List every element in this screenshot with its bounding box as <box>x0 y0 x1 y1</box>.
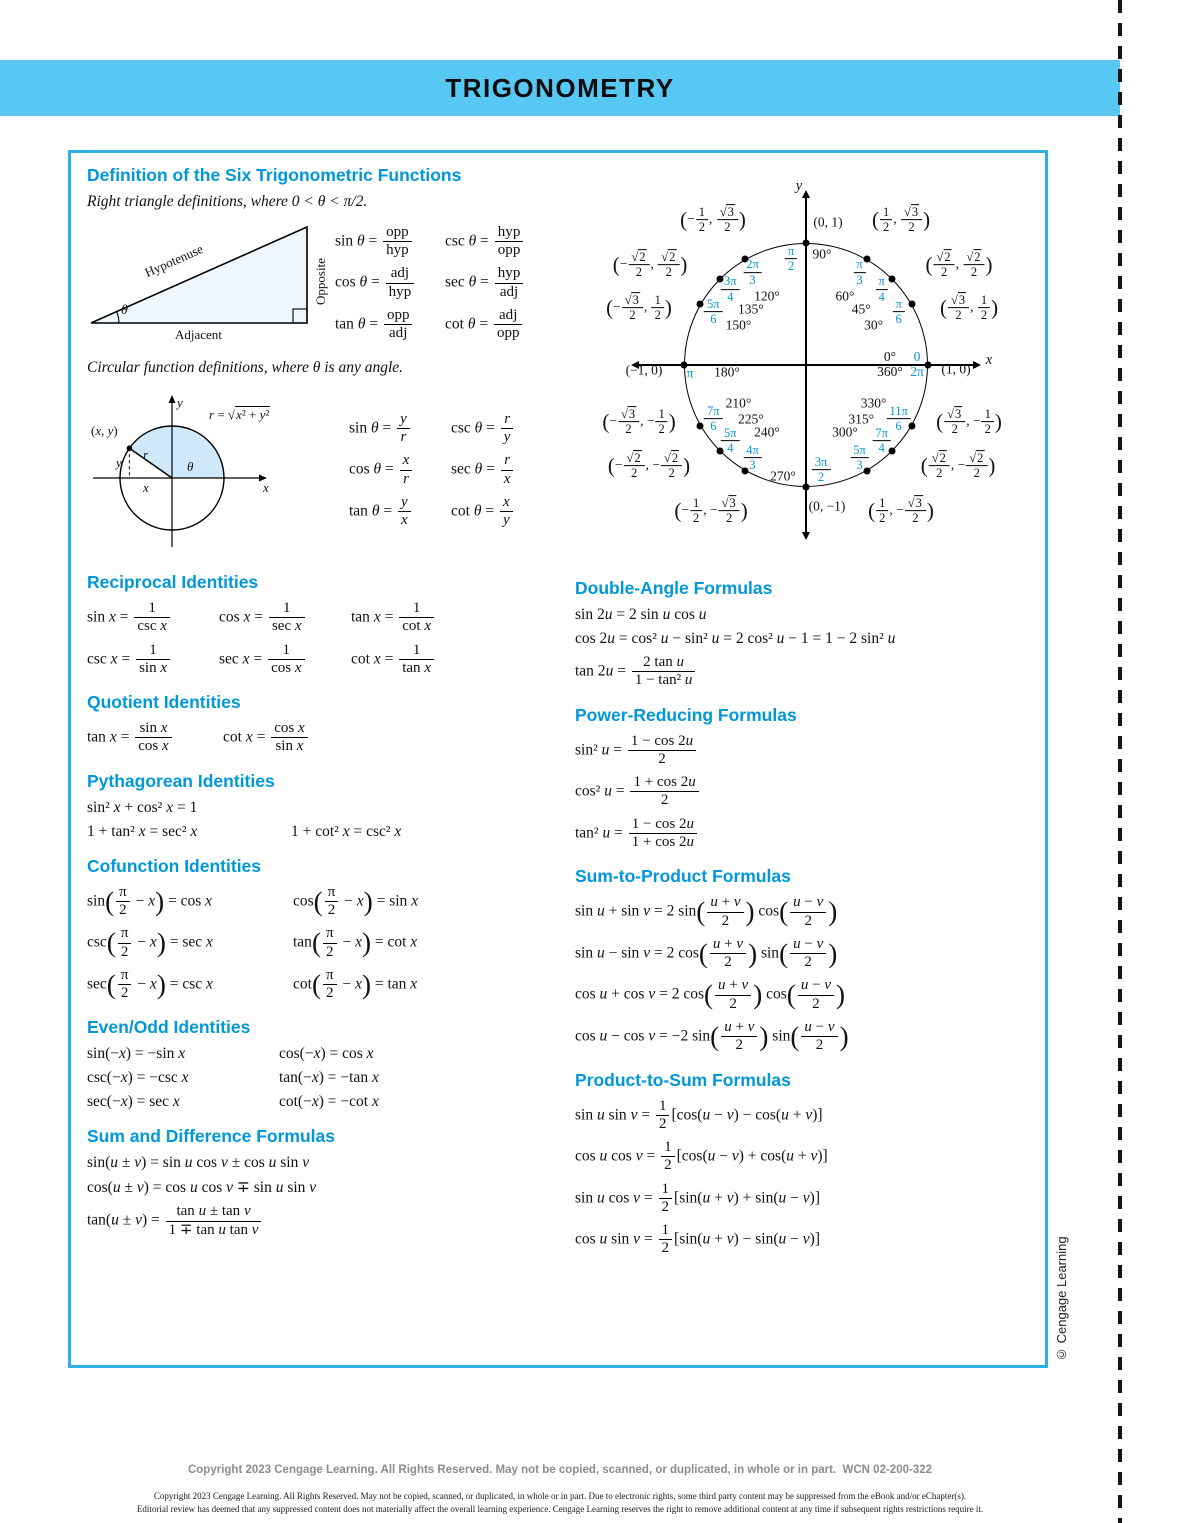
unit-circle-coordinate-label: ( $\frac{√2}{2}$ , − $\frac{√2}{2}$ ) <box>920 451 996 481</box>
unit-circle-radian-label: $\frac{\pi}{2}$ <box>784 244 798 274</box>
formula: cot θ = $\frac{x}{y}$ <box>451 494 547 530</box>
opposite-label: Opposite <box>313 258 328 305</box>
circular-definition-row <box>87 383 555 557</box>
section-title: Reciprocal Identities <box>87 572 259 592</box>
formula: cos u sin v = $\frac{1}{2}$ [sin(u + v) − sin(u − v)] <box>575 1222 820 1257</box>
y-axis-arrow-bottom <box>802 532 810 540</box>
formula: cos(u ± v) = cos u cos v ∓ sin u sin v <box>87 1179 317 1197</box>
section-title: Cofunction Identities <box>87 855 262 876</box>
formula-row <box>349 411 553 447</box>
section-double <box>575 578 1039 690</box>
formula: sin θ = opp hyp <box>335 224 439 260</box>
formula: cot( $\frac{\pi}{2}$ − x) = tan x <box>293 966 418 1002</box>
section-pythagorean <box>87 771 555 841</box>
formula-row <box>575 1139 1039 1175</box>
point-xy-label: (x, y) <box>91 423 118 438</box>
section-title: Pythagorean Identities <box>87 770 275 791</box>
x-axis-label: x <box>263 480 269 495</box>
unit-circle-point-dot <box>925 362 932 369</box>
formula: tan θ = opp adj <box>335 307 439 343</box>
formula: csc(−x) = −csc x <box>87 1069 189 1087</box>
unit-circle-degree-label: 30° <box>864 317 883 333</box>
formula: sin u + sin v = 2 sin( $\frac{u + v}{2}$ ) cos( $\frac{u - v}{2}$ ) <box>575 894 838 929</box>
unit-circle-radian-label: $\frac{7\pi}{4}$ <box>871 426 892 456</box>
section-title: Definition of the Six Trigonometric Functions <box>87 165 462 185</box>
formula-row <box>87 1178 555 1197</box>
formula: tan(−x) = −tan x <box>279 1069 379 1087</box>
unit-circle-degree-label: 210° <box>725 395 752 411</box>
left-column <box>87 163 555 1264</box>
unit-circle-radian-label: 0 2π <box>910 349 924 379</box>
formula-row <box>575 894 1039 930</box>
y-axis-arrow-top <box>802 190 810 198</box>
formula-row <box>349 494 553 530</box>
formula: tan x = $\frac{\text{sin x}}{\text{cos x}}$ <box>87 720 215 756</box>
formula: tan(u ± v) = $\frac{\text{tan u ± tan v}}{\text{1 ∓ tan u tan v}}$ <box>87 1203 263 1239</box>
formula-row <box>87 1069 555 1087</box>
tear-dashed-line <box>1118 0 1122 1523</box>
formula-rows <box>87 600 555 677</box>
formula: sin(−x) = −sin x <box>87 1045 186 1063</box>
section-sum2prod <box>575 866 1039 1054</box>
formula: sin u − sin v = 2 cos( $\frac{u + v}{2}$ ) sin( $\frac{u - v}{2}$ ) <box>575 935 838 971</box>
right-column <box>575 163 1039 1264</box>
formula: cos u + cos v = 2 cos( $\frac{u + v}{2}$ ) cos( $\frac{u - v}{2}$ ) <box>575 977 846 1012</box>
unit-circle-radian-label: $\frac{\pi}{4}$ <box>875 274 889 304</box>
formula-row <box>349 452 553 488</box>
unit-circle-point-dot <box>803 484 810 491</box>
formula-row <box>575 936 1039 972</box>
formula: 1 + tan² x = sec² x <box>87 822 198 840</box>
formula-rows <box>87 1154 555 1239</box>
section-title: Quotient Identities <box>87 692 241 713</box>
unit-circle-degree-label: 0° 360° <box>877 349 903 379</box>
unit-circle-coordinate-label: ( $\frac{√3}{2}$ , $\frac{1}{2}$ ) <box>939 293 999 323</box>
formula-rows <box>575 733 1039 852</box>
unit-circle-radian-label: $\frac{2\pi}{3}$ <box>742 257 763 287</box>
unit-circle-degree-label: 315° <box>848 411 874 427</box>
unit-circle-coordinate-label: (− $\frac{1}{2}$ , $\frac{√3}{2}$ ) <box>680 205 746 235</box>
unit-circle-radian-label: $\frac{3\pi}{4}$ <box>720 274 741 304</box>
unit-circle-degree-label: 300° <box>832 424 858 440</box>
section-title: Even/Odd Identities <box>87 1017 251 1038</box>
footer-legal-line-2: Editorial review has deemed that any suppressed content does not materially affect the overall learning experience. Cengage Learning reserves the right to remove additional content at any time if subsequent rights restrictions require it. <box>136 1504 984 1515</box>
page-title: TRIGONOMETRY <box>445 72 675 103</box>
formula-row <box>87 884 555 920</box>
formula-row <box>575 1019 1039 1055</box>
formula-row <box>575 774 1039 810</box>
formula: cot x = $\frac{1}{\text{tan x}}$ <box>351 642 475 678</box>
formula-row <box>335 224 555 260</box>
formula-row <box>87 925 555 961</box>
formula-rows <box>575 606 1039 690</box>
triangle-formulas <box>335 218 555 349</box>
formula: cos u cos v = $\frac{1}{2}$ [cos(u − v) + cos(u + v)] <box>575 1139 828 1174</box>
unit-circle-coordinate-label: (0, −1) <box>808 498 846 514</box>
unit-circle-coordinate-label: ( $\frac{1}{2}$ , − $\frac{√3}{2}$ ) <box>868 496 934 526</box>
unit-circle-degree-label: 330° <box>860 395 887 411</box>
unit-circle-coordinate-label: (0, 1) <box>813 214 843 230</box>
formula-row <box>87 600 555 636</box>
footer-legal-text <box>0 1490 1120 1516</box>
vertical-copyright: © Cengage Learning <box>1054 1236 1069 1362</box>
formula: sin u cos v = $\frac{1}{2}$ [sin(u + v) + sin(u − v)] <box>575 1180 820 1215</box>
formula: tan( $\frac{\pi}{2}$ − x) = cot x <box>293 925 418 960</box>
right-triangle-diagram <box>87 217 328 349</box>
formula-row <box>87 642 555 678</box>
formula-row <box>575 977 1039 1013</box>
formula: sin 2u = 2 sin u cos u <box>575 606 707 623</box>
section-power <box>575 705 1039 852</box>
section-title: Sum and Difference Formulas <box>87 1126 335 1147</box>
y-axis-label: y <box>795 178 803 195</box>
formula: cos x = 1 sec x <box>219 600 343 636</box>
formula: sin u sin v = $\frac{1}{2}$ [cos(u − v) − cos(u + v)] <box>575 1097 823 1132</box>
formula: sin² x + cos² x = 1 <box>87 798 198 816</box>
formula-row <box>575 816 1039 852</box>
unit-circle-coordinate-label: (− $\frac{√3}{2}$ , $\frac{1}{2}$ ) <box>606 293 672 323</box>
theta-label: θ <box>187 459 194 474</box>
formula-rows <box>87 1045 555 1111</box>
formula-row <box>87 823 555 841</box>
formula: sec θ = $\frac{r}{x}$ <box>451 452 547 488</box>
unit-circle-radian-label: $\frac{5\pi}{4}$ <box>720 426 741 456</box>
unit-circle-coordinate-label: (− $\frac{√3}{2}$ , − $\frac{1}{2}$ ) <box>602 407 676 437</box>
unit-circle-radian-label: $\frac{\pi}{3}$ <box>852 257 866 287</box>
formula: sin² u = $\frac{1 - \cos 2u}{2}$ <box>575 733 698 769</box>
footer-legal-line-1: Copyright 2023 Cengage Learning. All Rights Reserved. May not be copied, scanned, or duplicated, in whole or in part. Due to electronic rights, some third party content may be suppressed from the eBook and/or eChapter(s). <box>153 1491 967 1501</box>
unit-circle-radian-label: $\frac{7\pi}{6}$ <box>703 404 724 434</box>
formula: tan² u = $\frac{1 - \cos 2u}{1 + \cos 2u}$ <box>575 816 699 852</box>
formula: sec x = $\frac{1}{\text{cos x}}$ <box>219 642 343 678</box>
formula: sin( $\frac{\pi}{2}$ − x) = cos x <box>87 883 213 918</box>
section-definition <box>87 165 555 557</box>
adjacent-label: Adjacent <box>175 327 222 342</box>
unit-circle-coordinate-label: (−1, 0) <box>625 362 663 378</box>
r-label: r <box>143 447 149 462</box>
unit-circle-coordinate-label: (− $\frac{√2}{2}$ , − $\frac{√2}{2}$ ) <box>607 451 691 481</box>
formula-rows <box>87 720 555 756</box>
unit-circle-degree-label: 150° <box>725 317 752 333</box>
unit-circle-coordinate-label: (1, 0) <box>941 361 971 377</box>
formula-row <box>87 799 555 817</box>
unit-circle-degree-label: 135° <box>738 301 764 317</box>
intro-circular-function: Circular function definitions, where θ is any angle. <box>87 359 404 376</box>
formula-row <box>575 733 1039 769</box>
content-box <box>68 150 1048 1368</box>
formula-rows <box>87 799 555 841</box>
formula: cos u − cos v = −2 sin( $\frac{u + v}{2}$ ) sin( $\frac{u - v}{2}$ ) <box>575 1018 849 1054</box>
formula: cos θ = $\frac{x}{r}$ <box>349 452 445 488</box>
section-prod2sum <box>575 1070 1039 1258</box>
circular-formulas <box>349 405 553 536</box>
unit-circle-coordinate-label: ( $\frac{1}{2}$ , $\frac{√3}{2}$ ) <box>871 205 931 235</box>
unit-circle-degree-label: 45° <box>851 301 871 317</box>
formula-row <box>335 307 555 343</box>
formula-row <box>575 1181 1039 1217</box>
formula-row <box>87 1093 555 1111</box>
section-title: Power-Reducing Formulas <box>575 704 797 725</box>
section-cofunction <box>87 856 555 1003</box>
hypotenuse-label: Hypotenuse <box>142 241 206 281</box>
formula-rows <box>575 894 1039 1054</box>
formula-row <box>87 1154 555 1172</box>
unit-circle-degree-label: 180° <box>714 364 740 380</box>
formula-row <box>87 1203 555 1239</box>
formula: csc x = $\frac{1}{\text{sin x}}$ <box>87 642 211 678</box>
formula: tan x = $\frac{1}{\text{cot x}}$ <box>351 600 475 636</box>
triangle-definition-row <box>87 217 555 349</box>
section-evenodd <box>87 1017 555 1111</box>
formula: 1 + cot² x = csc² x <box>291 822 402 840</box>
formula: csc( $\frac{\pi}{2}$ − x) = sec x <box>87 925 213 960</box>
formula: cot x = $\frac{\text{cos x}}{\text{sin x}}$ <box>223 720 351 756</box>
formula-rows <box>575 1098 1039 1258</box>
unit-circle-radian-label: $\frac{\pi}{6}$ <box>892 297 906 327</box>
formula-row <box>575 654 1039 690</box>
formula: sin θ = $\frac{y}{r}$ <box>349 411 445 447</box>
intro-right-triangle: Right triangle definitions, where 0 < θ < π/2. <box>87 193 368 210</box>
unit-circle-degree-label: 90° <box>812 246 832 262</box>
unit-circle-radian-label: $\frac{11\pi}{6}$ <box>885 404 911 434</box>
unit-circle-diagram <box>575 165 1039 563</box>
formula: cos(−x) = cos x <box>279 1045 374 1063</box>
formula: cos( $\frac{\pi}{2}$ − x) = sin x <box>293 883 419 918</box>
unit-circle-degree-label: 225° <box>738 411 764 427</box>
formula-row <box>87 1045 555 1063</box>
section-title: Sum-to-Product Formulas <box>575 866 791 887</box>
unit-circle-degree-label: 120° <box>754 289 780 305</box>
formula: cot(−x) = −cot x <box>279 1093 379 1111</box>
unit-circle-radian-label: $\frac{5\pi}{6}$ <box>703 297 724 327</box>
formula: cos θ = adj hyp <box>335 265 439 301</box>
unit-circle-point-dot <box>803 240 810 247</box>
unit-circle-degree-label: 60° <box>835 289 855 305</box>
section-title: Product-to-Sum Formulas <box>575 1069 791 1090</box>
formula-row <box>575 630 1039 648</box>
formula: cos 2u = cos² u − sin² u = 2 cos² u − 1 = 1 − 2 sin² u <box>575 630 896 647</box>
formula: cot θ = adj opp <box>445 307 549 343</box>
unit-circle-radian-label: $\frac{3\pi}{2}$ <box>811 455 832 485</box>
unit-circle-radian-label: $\frac{4\pi}{3}$ <box>742 443 763 473</box>
y-coordinate-label: y <box>116 455 122 470</box>
unit-circle-point-dot <box>889 275 896 282</box>
section-quotient <box>87 692 555 756</box>
x-axis-label: x <box>985 352 993 369</box>
formula-row <box>575 1098 1039 1134</box>
formula: csc θ = $\frac{r}{y}$ <box>451 411 547 447</box>
section-title: Double-Angle Formulas <box>575 578 773 598</box>
x-axis-arrow-right <box>973 361 981 369</box>
formula: csc θ = hyp opp <box>445 224 549 260</box>
x-coordinate-label: x <box>143 480 149 495</box>
formula: sec θ = hyp adj <box>445 265 549 301</box>
formula: tan 2u = $\frac{\text{2 tan u}}{\text{1 − tan² u}}$ <box>575 654 697 690</box>
theta-label: θ <box>121 303 128 318</box>
formula-row <box>87 720 555 756</box>
section-reciprocal <box>87 572 555 677</box>
y-axis-label: y <box>177 395 183 410</box>
radius-formula-label: r = √x² + y² <box>209 407 270 422</box>
unit-circle-degree-label: 270° <box>770 468 796 484</box>
unit-circle-coordinate-label: ( $\frac{√2}{2}$ , $\frac{√2}{2}$ ) <box>925 250 993 280</box>
formula-row <box>575 606 1039 624</box>
page-title-bar <box>0 60 1120 116</box>
footer-copyright-line: Copyright 2023 Cengage Learning. All Rights Reserved. May not be copied, scanned, or duplicated, in whole or in part. WCN 02-200-322 <box>187 1464 933 1476</box>
unit-circle-radian-label: $\frac{5\pi}{3}$ <box>849 443 870 473</box>
formula: sec(−x) = sec x <box>87 1093 180 1111</box>
formula: sec( $\frac{\pi}{2}$ − x) = csc x <box>87 966 213 1002</box>
unit-circle-radian-label: π <box>686 365 694 381</box>
formula-rows <box>87 884 555 1003</box>
formula-row <box>335 265 555 301</box>
formula: sin(u ± v) = sin u cos v ± cos u sin v <box>87 1154 310 1172</box>
circular-function-diagram <box>87 383 339 557</box>
formula-row <box>575 1222 1039 1258</box>
formula: tan θ = $\frac{y}{x}$ <box>349 494 445 530</box>
formula-row <box>87 967 555 1003</box>
unit-circle-point-dot <box>908 301 915 308</box>
unit-circle-coordinate-label: ( $\frac{√3}{2}$ , − $\frac{1}{2}$ ) <box>936 407 1002 437</box>
section-sumdiff <box>87 1126 555 1239</box>
formula: sin x = 1 csc x <box>87 600 211 636</box>
unit-circle-degree-label: 240° <box>754 424 780 440</box>
unit-circle-coordinate-label: (− $\frac{√2}{2}$ , $\frac{√2}{2}$ ) <box>612 250 688 280</box>
formula: cos² u = $\frac{1 + \cos 2u}{2}$ <box>575 774 701 810</box>
unit-circle-coordinate-label: (− $\frac{1}{2}$ , − $\frac{√3}{2}$ ) <box>674 496 748 526</box>
